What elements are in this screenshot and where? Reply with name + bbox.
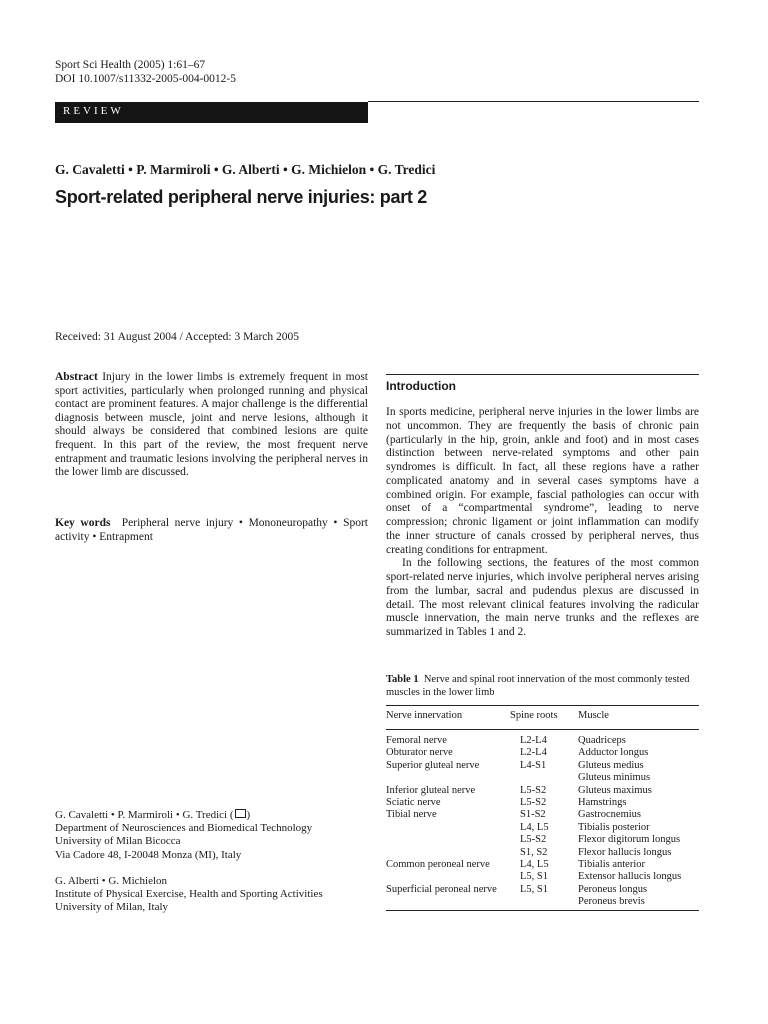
table1-caption-label: Table 1: [386, 674, 419, 685]
table-row: [386, 896, 699, 908]
table-cell-muscle: Extensor hallucis longus: [578, 871, 682, 883]
envelope-icon: [235, 809, 246, 818]
table-cell-nerve: Sciatic nerve: [386, 796, 441, 808]
table-row: [386, 760, 699, 772]
table-cell-roots: L2-L4: [520, 747, 547, 759]
table-row: [386, 747, 699, 759]
table1-caption: [386, 673, 699, 699]
keywords-text: Peripheral nerve injury • Mononeuropathy • Sport activity • Entrapment: [55, 517, 368, 543]
table-cell-nerve: Superficial peroneal nerve: [386, 883, 497, 895]
affiliation-line: Institute of Physical Exercise, Health and Sporting Activities: [55, 888, 323, 901]
journal-header: [55, 58, 236, 86]
table-cell-muscle: Adductor longus: [578, 747, 649, 759]
table-cell-nerve: Superior gluteal nerve: [386, 759, 480, 771]
keywords: [55, 517, 368, 544]
affiliation-line: University of Milan, Italy: [55, 901, 169, 914]
table-cell-roots: L5-S2: [520, 796, 547, 808]
table-cell-roots: L4, L5: [520, 821, 549, 833]
table-cell-muscle: Hamstrings: [578, 796, 627, 808]
table-row: [386, 735, 699, 747]
table-cell-roots: L2-L4: [520, 735, 547, 746]
introduction-body: [386, 406, 699, 640]
abstract-text: Injury in the lower limbs is extremely frequent in most sport activities, particularly when prolonged running and physical contact are prominent features. A major challenge is the differential diagnosis between muscle, joint and nerve lesions, although it should always be considered that combined lesions are quite frequent. In this part of the review, the most frequent nerve entrapment and traumatic lesions involving the peripheral nerves in the lower limb are discussed.: [55, 371, 369, 479]
affiliation-line: University of Milan Bicocca: [55, 835, 181, 848]
table-row: [386, 809, 699, 821]
table1-bottom-rule: [386, 910, 699, 911]
affiliation-line: Via Cadore 48, I-20048 Monza (MI), Italy: [55, 848, 242, 861]
table-row: [386, 797, 699, 809]
header-rule: [368, 101, 699, 102]
table-cell-muscle: Peroneus longus: [578, 883, 648, 895]
table-row: [386, 871, 699, 883]
keywords-label: Key words: [55, 517, 111, 529]
author-list: G. Cavaletti • P. Marmiroli • G. Alberti • G. Michielon • G. Tredici: [55, 162, 436, 177]
section-label: REVIEW: [63, 105, 124, 117]
table1-header-muscle: Muscle: [578, 710, 609, 721]
table-cell-muscle: Flexor hallucis longus: [578, 846, 672, 858]
table-cell-nerve: Common peroneal nerve: [386, 858, 490, 870]
affiliation-authors-2: G. Alberti • G. Michielon: [55, 875, 168, 887]
table-cell-roots: L5, S1: [520, 871, 549, 883]
table-cell-nerve: Inferior gluteal nerve: [386, 784, 476, 796]
section-label-bar: [55, 102, 368, 123]
table-cell-muscle: Peroneus brevis: [578, 896, 645, 908]
table-cell-muscle: Gastrocnemius: [578, 809, 641, 821]
introduction-paragraph: In sports medicine, peripheral nerve injuries in the lower limbs are not uncommon. They are frequently the basis of chronic pain (particularly in the hip, groin, ankle and foot) and in most cases distinction between nerve-related symptoms and other pain syndromes is difficult. In fact, all these regions have a rather complicated anatomy and in several cases symptoms have a combined origin. For example, fascial pathologies can occur with onset of a “compartmental syndrome”, leading to nerve compression; chronic ligament or joint inflammation can modify the inner structure of canals crossed by peripheral nerves, thus creating conditions for entrapment.: [386, 406, 699, 556]
table1-top-rule: [386, 705, 699, 706]
table1-header-row: [386, 710, 699, 724]
table-cell-roots: S1-S2: [520, 809, 546, 821]
table-cell-roots: L4, L5: [520, 858, 549, 870]
received-dates: Received: 31 August 2004 / Accepted: 3 March 2005: [55, 331, 300, 343]
table-row: [386, 822, 699, 834]
table-row: [386, 772, 699, 784]
table-cell-muscle: Tibialis posterior: [578, 821, 650, 833]
journal-citation: Sport Sci Health (2005) 1:61–67: [55, 59, 206, 71]
table-row: [386, 884, 699, 896]
affiliation-block-1: [55, 809, 368, 862]
table-cell-roots: L5, S1: [520, 883, 549, 895]
abstract-label: Abstract: [55, 371, 98, 383]
table1-header-roots: Spine roots: [510, 710, 558, 721]
table-cell-roots: S1, S2: [520, 846, 548, 858]
table-row: [386, 834, 699, 846]
table-cell-roots: L5-S2: [520, 784, 547, 796]
affiliation-block-2: [55, 875, 368, 915]
table-cell-roots: L5-S2: [520, 834, 547, 846]
table-cell-nerve: Tibial nerve: [386, 809, 437, 821]
table-cell-muscle: Gluteus medius: [578, 759, 644, 771]
table-cell-muscle: Flexor digitorum longus: [578, 834, 681, 846]
table1-header-rule: [386, 729, 699, 730]
table-cell-muscle: Gluteus maximus: [578, 784, 652, 796]
table1-header-nerve: Nerve innervation: [386, 710, 463, 721]
table-row: [386, 847, 699, 859]
table1-body: [386, 735, 699, 908]
introduction-rule: [386, 374, 699, 375]
introduction-paragraph: In the following sections, the features of the most common sport-related nerve injuries, which involve peripheral nerves arising from the lumbar, sacral and pudendus plexus are discussed in detail. The most relevant clinical features involving the radicular muscle innervation, the main nerve trunks and the reflexes are summarized in Tables 1 and 2.: [386, 557, 699, 638]
abstract: [55, 371, 368, 480]
article-title: Sport-related peripheral nerve injuries: part 2: [55, 187, 428, 207]
affiliation-authors-1: G. Cavaletti • P. Marmiroli • G. Tredici ( ): [55, 809, 251, 821]
table-row: [386, 859, 699, 871]
table-cell-muscle: Tibialis anterior: [578, 858, 645, 870]
table-cell-roots: L4-S1: [520, 759, 547, 771]
table-cell-nerve: Femoral nerve: [386, 735, 447, 746]
journal-doi: DOI 10.1007/s11332-2005-004-0012-5: [55, 73, 237, 85]
table1-caption-text: Nerve and spinal root innervation of the most commonly tested muscles in the lower limb: [386, 674, 690, 698]
table-cell-muscle: Gluteus minimus: [578, 772, 651, 784]
table-row: [386, 785, 699, 797]
affiliation-line: Department of Neurosciences and Biomedical Technology: [55, 822, 313, 835]
introduction-heading: Introduction: [386, 379, 456, 393]
table-cell-nerve: Obturator nerve: [386, 747, 453, 759]
table-cell-muscle: Quadriceps: [578, 735, 626, 746]
